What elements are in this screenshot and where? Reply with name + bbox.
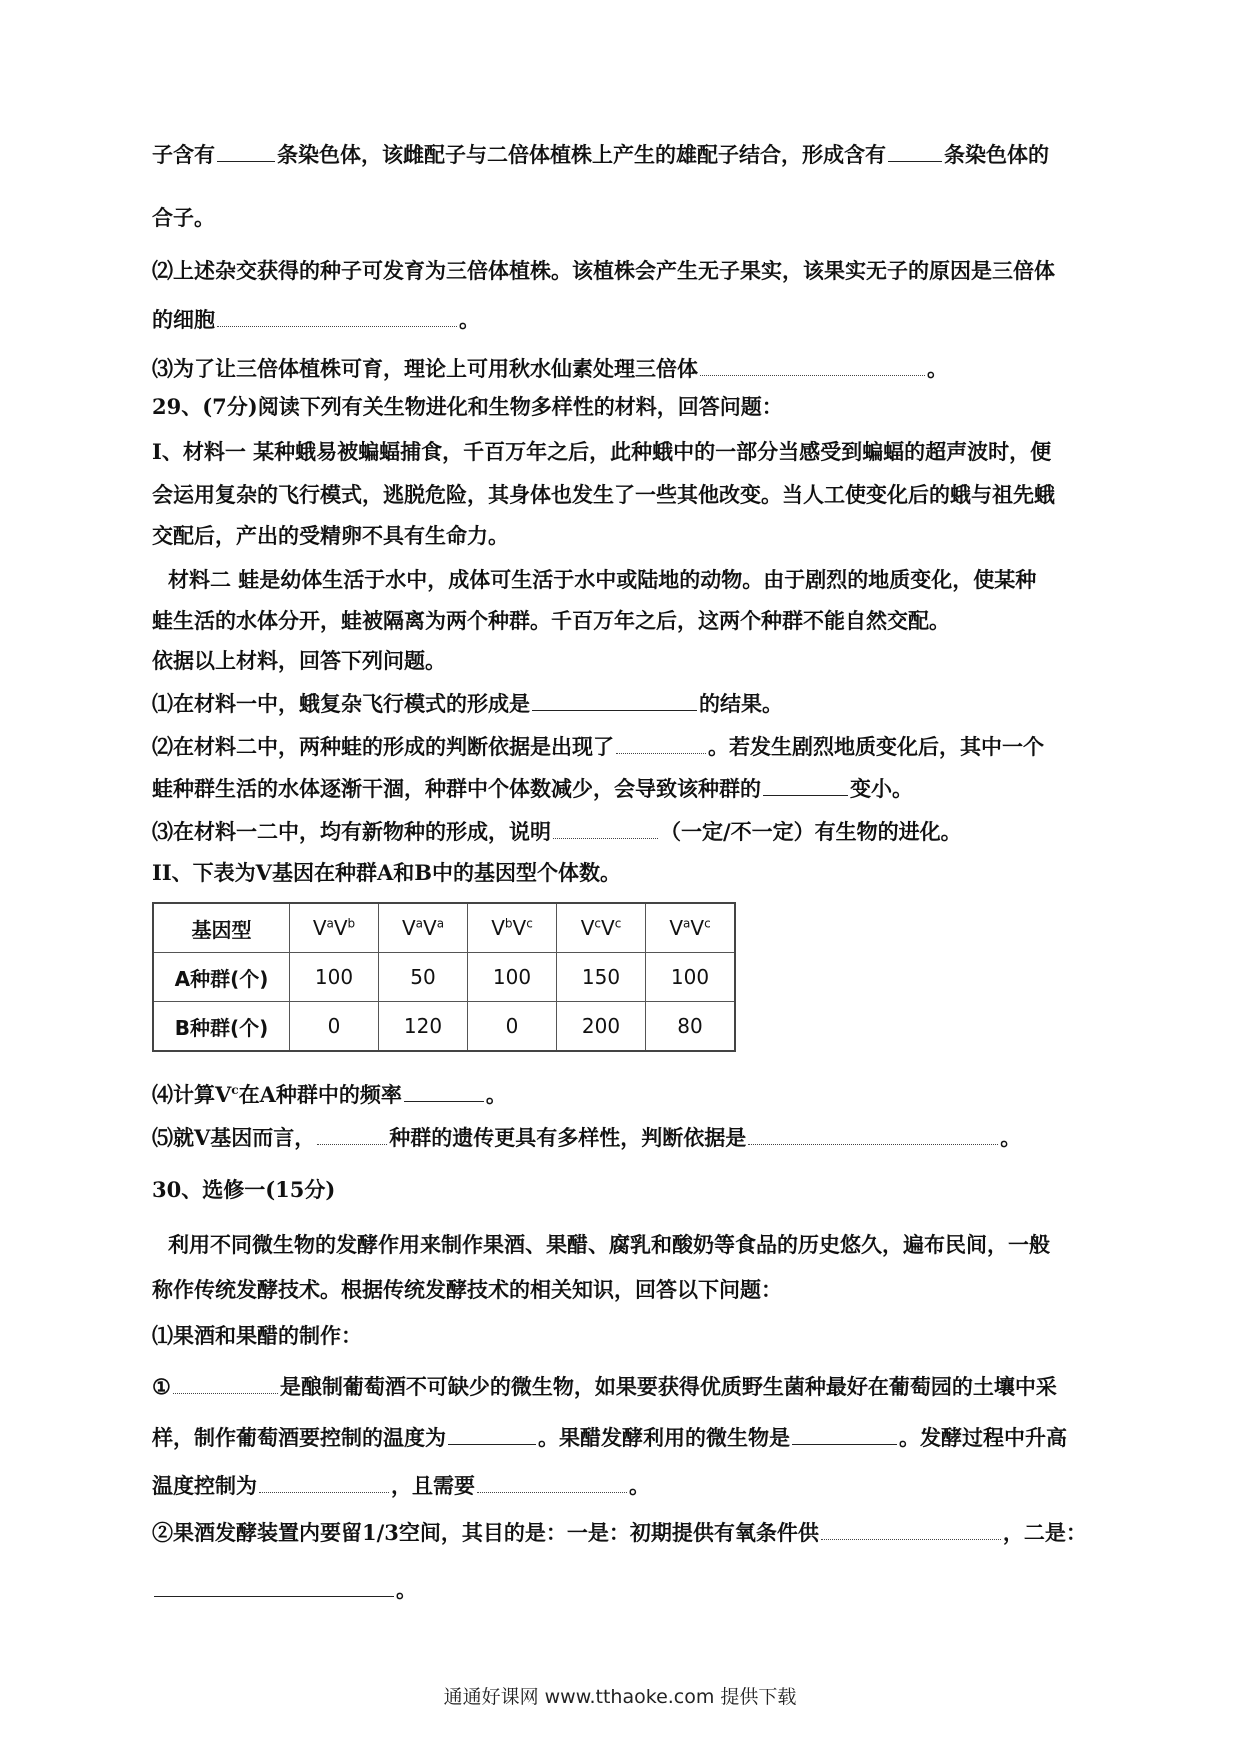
text: 蛙生活的水体分开，蛙被隔离为两个种群。千百万年之后，这两个种群不能自然交配。 xyxy=(152,608,950,633)
line-8 xyxy=(152,480,1100,510)
text: 。 xyxy=(1000,1125,1022,1150)
answer-blank[interactable] xyxy=(404,1081,484,1102)
table-row-label: B种群(个) xyxy=(153,1002,290,1052)
table-cell: 100 xyxy=(468,953,557,1002)
text: 。果醋发酵利用的微生物是 xyxy=(538,1425,790,1450)
table-header-cell: $V^aV^a$ xyxy=(379,903,468,953)
answer-blank[interactable] xyxy=(217,141,275,162)
line-22 xyxy=(152,1275,1100,1305)
text: ⑵在材料二中，两种蛙的形成的判断依据是出现了 xyxy=(152,734,614,759)
text: 的结果。 xyxy=(699,691,783,716)
text: 子含有 xyxy=(152,142,215,167)
text: 温度控制为 xyxy=(152,1473,257,1498)
text: ① xyxy=(152,1374,171,1399)
genotype-table xyxy=(152,902,736,1052)
line-5 xyxy=(152,354,1100,384)
line-10 xyxy=(168,565,1100,595)
text: II、下表为V基因在种群A和B中的基因型个体数。 xyxy=(152,860,621,885)
text: 条染色体，该雌配子与二倍体植株上产生的雄配子结合，形成含有 xyxy=(277,142,886,167)
line-14 xyxy=(152,732,1100,762)
line-27 xyxy=(152,1518,1100,1548)
line-21 xyxy=(168,1230,1100,1260)
answer-blank[interactable] xyxy=(553,818,658,839)
superscript: c xyxy=(231,1083,239,1097)
text: 依据以上材料，回答下列问题。 xyxy=(152,648,446,673)
line-25 xyxy=(152,1423,1100,1453)
text: 。 xyxy=(396,1577,417,1602)
table-row xyxy=(153,1002,735,1052)
text: ⑴在材料一中，蛾复杂飞行模式的形成是 xyxy=(152,691,530,716)
line-24 xyxy=(152,1372,1100,1402)
text: ⑷计算V xyxy=(152,1082,232,1107)
answer-blank[interactable] xyxy=(748,1124,998,1145)
table-header-cell: $V^cV^c$ xyxy=(557,903,646,953)
text: ⑵上述杂交获得的种子可发育为三倍体植株。该植株会产生无子果实，该果实无子的原因是三倍体 xyxy=(152,258,1055,283)
text: 材料二 蛙是幼体生活于水中，成体可生活于水中或陆地的动物。由于剧烈的地质变化，使某种 xyxy=(168,567,1037,592)
text: ⑶为了让三倍体植株可育，理论上可用秋水仙素处理三倍体 xyxy=(152,356,698,381)
text: 。 xyxy=(485,1082,507,1107)
table-header-row xyxy=(153,903,735,953)
question-30-title xyxy=(152,1175,1100,1205)
table-cell: 200 xyxy=(557,1002,646,1052)
answer-blank[interactable] xyxy=(700,355,925,376)
table-header-cell: 基因型 xyxy=(153,903,290,953)
text: 交配后，产出的受精卵不具有生命力。 xyxy=(152,523,509,548)
text: 样，制作葡萄酒要控制的温度为 xyxy=(152,1425,446,1450)
text: I、材料一 某种蛾易被蝙蝠捕食，千百万年之后，此种蛾中的一部分当感受到蝙蝠的超声波时，便 xyxy=(152,439,1052,464)
text: 利用不同微生物的发酵作用来制作果酒、果醋、腐乳和酸奶等食品的历史悠久，遍布民间，一般 xyxy=(168,1232,1050,1257)
table-row-label: A种群(个) xyxy=(153,953,290,1002)
table-cell: 150 xyxy=(557,953,646,1002)
table-cell: 80 xyxy=(646,1002,736,1052)
line-11 xyxy=(152,606,1100,636)
text: 条染色体的 xyxy=(944,142,1049,167)
line-12 xyxy=(152,646,1100,676)
table-row xyxy=(153,953,735,1002)
answer-blank[interactable] xyxy=(888,141,942,162)
text: 是酿制葡萄酒不可缺少的微生物，如果要获得优质野生菌种最好在葡萄园的土壤中采 xyxy=(279,1374,1057,1399)
line-7 xyxy=(152,437,1100,467)
table-cell: 100 xyxy=(646,953,736,1002)
line-18 xyxy=(152,1080,1100,1110)
table-header-cell: $V^bV^c$ xyxy=(468,903,557,953)
line-3 xyxy=(152,256,1100,286)
text: 在A种群中的频率 xyxy=(238,1082,402,1107)
text: 30、选修一(15分) xyxy=(152,1177,336,1202)
answer-blank[interactable] xyxy=(448,1424,536,1445)
line-2 xyxy=(152,203,1100,233)
answer-blank[interactable] xyxy=(259,1472,389,1493)
answer-blank[interactable] xyxy=(173,1373,278,1394)
answer-blank[interactable] xyxy=(616,733,706,754)
text: ②果酒发酵装置内要留1/3空间，其目的是：一是：初期提供有氧条件供 xyxy=(152,1520,819,1545)
text: 。 xyxy=(927,356,948,381)
text: 变小。 xyxy=(850,776,913,801)
table-header-cell: $V^aV^b$ xyxy=(290,903,379,953)
answer-blank[interactable] xyxy=(763,775,848,796)
line-13 xyxy=(152,689,1100,719)
table-cell: 120 xyxy=(379,1002,468,1052)
text: 称作传统发酵技术。根据传统发酵技术的相关知识，回答以下问题： xyxy=(152,1277,782,1302)
text: 的细胞 xyxy=(152,307,215,332)
text: 合子。 xyxy=(152,205,215,230)
table-cell: 0 xyxy=(468,1002,557,1052)
text: （一定/不一定）有生物的进化。 xyxy=(660,819,962,844)
question-29-title xyxy=(152,392,1100,422)
text: 蛙种群生活的水体逐渐干涸，种群中个体数减少，会导致该种群的 xyxy=(152,776,761,801)
text: 种群的遗传更具有多样性，判断依据是 xyxy=(389,1125,747,1150)
text: ，且需要 xyxy=(391,1473,475,1498)
answer-blank[interactable] xyxy=(792,1424,897,1445)
line-26 xyxy=(152,1471,1100,1501)
line-23 xyxy=(152,1321,1100,1351)
answer-blank[interactable] xyxy=(821,1519,1001,1540)
text: 会运用复杂的飞行模式，逃脱危险，其身体也发生了一些其他改变。当人工使变化后的蛾与祖先蛾 xyxy=(152,482,1055,507)
answer-blank[interactable] xyxy=(477,1472,627,1493)
line-28 xyxy=(152,1575,1100,1605)
text: 。若发生剧烈地质变化后，其中一个 xyxy=(708,734,1044,759)
text: 。发酵过程中升高 xyxy=(899,1425,1067,1450)
text: ⑴果酒和果醋的制作： xyxy=(152,1323,362,1348)
answer-blank[interactable] xyxy=(217,306,457,327)
line-17 xyxy=(152,858,1100,888)
line-16 xyxy=(152,817,1100,847)
text: 。 xyxy=(459,307,480,332)
table-header-cell: $V^aV^c$ xyxy=(646,903,736,953)
answer-blank[interactable] xyxy=(532,690,697,711)
line-4 xyxy=(152,305,1100,335)
table-cell: 100 xyxy=(290,953,379,1002)
answer-blank[interactable] xyxy=(154,1576,394,1597)
text: 29、(7分)阅读下列有关生物进化和生物多样性的材料，回答问题： xyxy=(152,394,783,419)
text: ，二是： xyxy=(1002,1520,1087,1545)
table-cell: 50 xyxy=(379,953,468,1002)
text: ⑶在材料一二中，均有新物种的形成，说明 xyxy=(152,819,551,844)
text: ⑸就V基因而言， xyxy=(152,1125,316,1150)
line-19 xyxy=(152,1123,1100,1153)
line-1 xyxy=(152,140,1100,170)
footer-source: 通通好课网 www.tthaoke.com 提供下载 xyxy=(443,1686,797,1708)
text: 。 xyxy=(629,1473,650,1498)
table-cell: 0 xyxy=(290,1002,379,1052)
answer-blank[interactable] xyxy=(317,1124,387,1145)
line-15 xyxy=(152,774,1100,804)
line-9 xyxy=(152,521,1100,551)
